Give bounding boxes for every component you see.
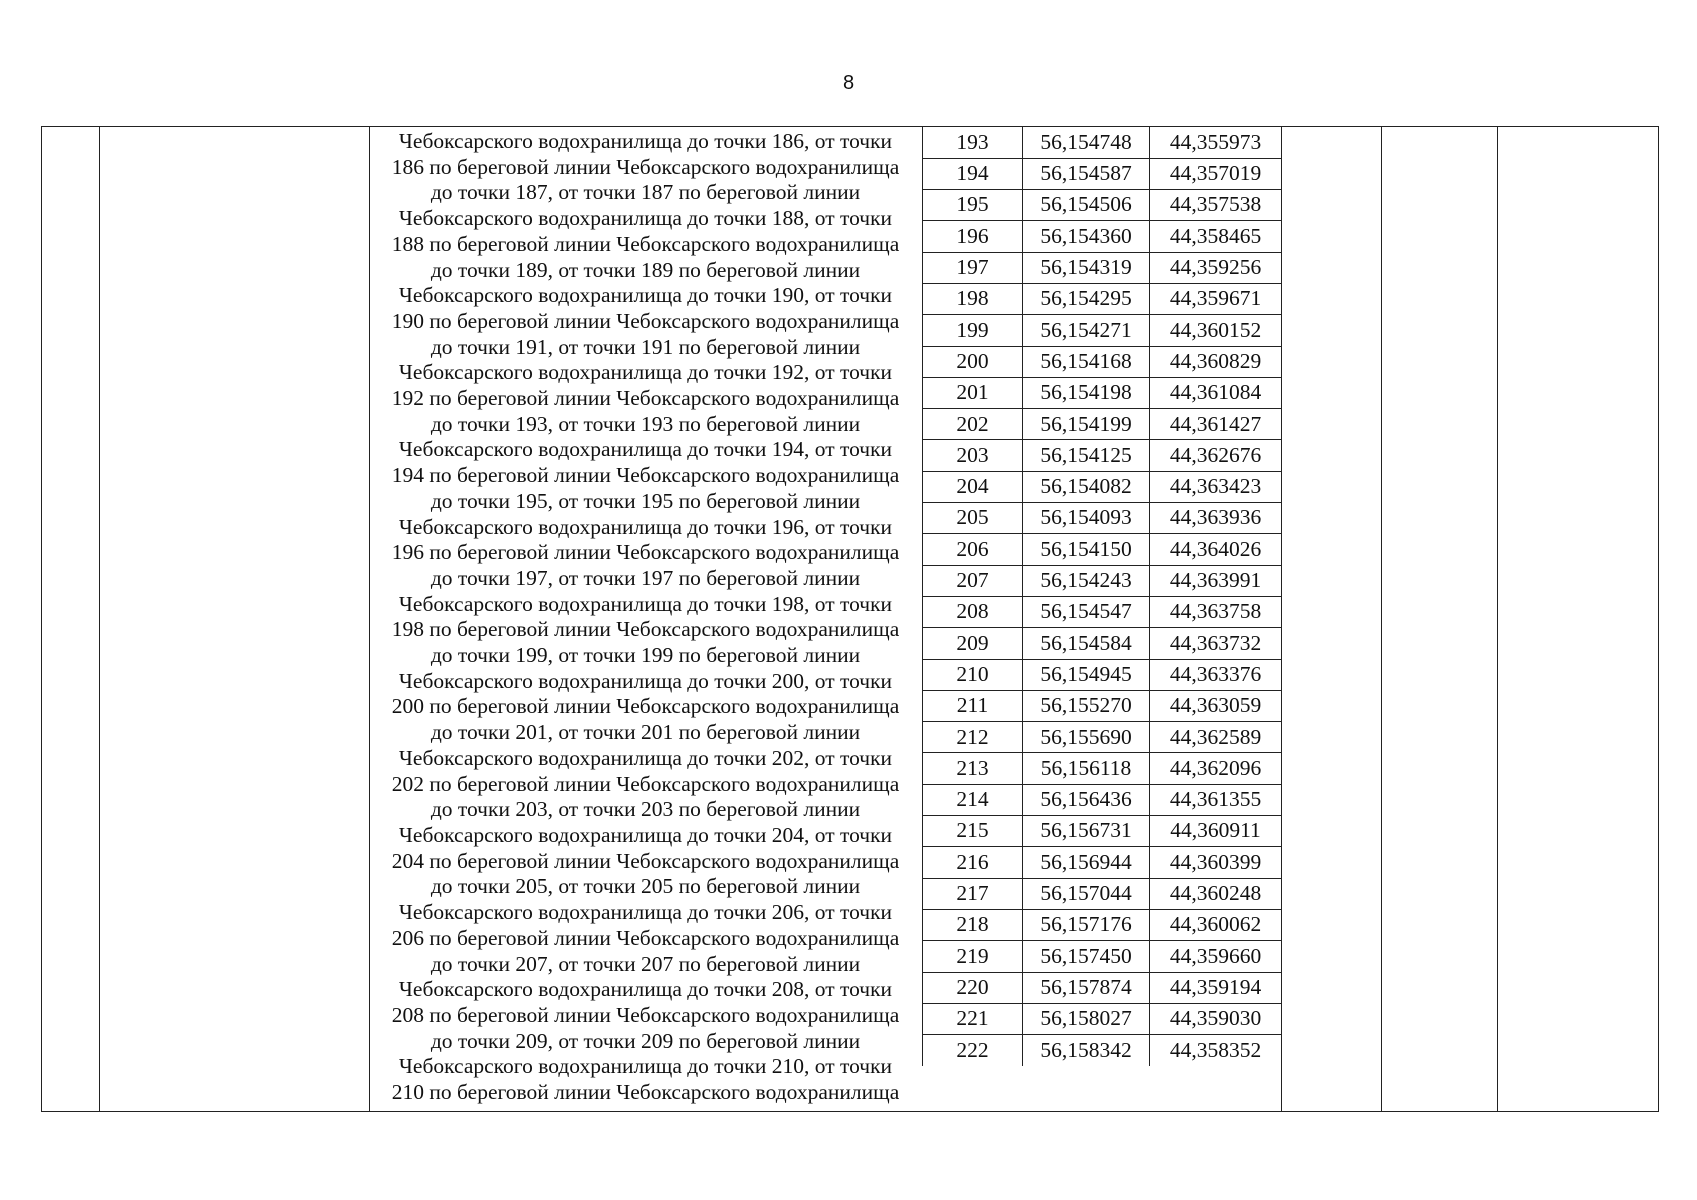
latitude-cell: 56,154584 bbox=[1023, 628, 1150, 659]
table-row bbox=[923, 659, 1282, 690]
point-number-cell: 212 bbox=[923, 722, 1023, 753]
longitude-cell: 44,362676 bbox=[1150, 440, 1282, 471]
latitude-cell: 56,158027 bbox=[1023, 1003, 1150, 1034]
table-row bbox=[923, 283, 1282, 314]
longitude-cell: 44,359194 bbox=[1150, 972, 1282, 1003]
table-row bbox=[923, 221, 1282, 252]
latitude-cell: 56,158342 bbox=[1023, 1035, 1150, 1066]
table-row bbox=[923, 409, 1282, 440]
point-number-cell: 217 bbox=[923, 878, 1023, 909]
table-row bbox=[923, 503, 1282, 534]
longitude-cell: 44,362096 bbox=[1150, 753, 1282, 784]
table-row bbox=[923, 941, 1282, 972]
description-line: 192 по береговой линии Чебоксарского водохранилища bbox=[391, 386, 900, 411]
table-row bbox=[923, 972, 1282, 1003]
description-line: Чебоксарского водохранилища до точки 206, от точки bbox=[398, 900, 893, 925]
latitude-cell: 56,154082 bbox=[1023, 471, 1150, 502]
longitude-cell: 44,358465 bbox=[1150, 221, 1282, 252]
latitude-cell: 56,154125 bbox=[1023, 440, 1150, 471]
description-line: до точки 193, от точки 193 по береговой линии bbox=[430, 411, 861, 436]
latitude-cell: 56,155690 bbox=[1023, 722, 1150, 753]
description-line: 190 по береговой линии Чебоксарского водохранилища bbox=[391, 308, 900, 333]
point-number-cell: 204 bbox=[923, 471, 1023, 502]
table-row bbox=[923, 878, 1282, 909]
coordinates-table bbox=[922, 127, 1282, 1066]
point-number-cell: 200 bbox=[923, 346, 1023, 377]
latitude-cell: 56,154168 bbox=[1023, 346, 1150, 377]
table-row bbox=[923, 690, 1282, 721]
page-number: 8 bbox=[842, 72, 855, 94]
description-line: Чебоксарского водохранилища до точки 186, от точки bbox=[398, 129, 893, 153]
description-line: до точки 191, от точки 191 по береговой линии bbox=[430, 334, 861, 359]
description-line: 196 по береговой линии Чебоксарского водохранилища bbox=[391, 540, 900, 565]
description-line: до точки 195, от точки 195 по береговой линии bbox=[430, 488, 861, 513]
latitude-cell: 56,154319 bbox=[1023, 252, 1150, 283]
latitude-cell: 56,155270 bbox=[1023, 690, 1150, 721]
latitude-cell: 56,154243 bbox=[1023, 565, 1150, 596]
longitude-cell: 44,357538 bbox=[1150, 190, 1282, 221]
table-row bbox=[923, 565, 1282, 596]
point-number-cell: 206 bbox=[923, 534, 1023, 565]
table-row bbox=[923, 158, 1282, 189]
longitude-cell: 44,359256 bbox=[1150, 252, 1282, 283]
point-number-cell: 220 bbox=[923, 972, 1023, 1003]
longitude-cell: 44,363376 bbox=[1150, 659, 1282, 690]
point-number-cell: 198 bbox=[923, 283, 1023, 314]
latitude-cell: 56,156118 bbox=[1023, 753, 1150, 784]
table-row bbox=[923, 596, 1282, 627]
longitude-cell: 44,364026 bbox=[1150, 534, 1282, 565]
table-row bbox=[923, 1003, 1282, 1034]
description-line: до точки 205, от точки 205 по береговой линии bbox=[430, 874, 861, 899]
point-number-cell: 218 bbox=[923, 909, 1023, 940]
point-number-cell: 211 bbox=[923, 690, 1023, 721]
table-row bbox=[923, 190, 1282, 221]
description-line: до точки 201, от точки 201 по береговой линии bbox=[430, 720, 861, 745]
table-row bbox=[923, 252, 1282, 283]
description-line: до точки 203, от точки 203 по береговой линии bbox=[430, 797, 861, 822]
boundary-description bbox=[369, 129, 922, 1106]
latitude-cell: 56,156436 bbox=[1023, 784, 1150, 815]
longitude-cell: 44,358352 bbox=[1150, 1035, 1282, 1066]
point-number-cell: 201 bbox=[923, 377, 1023, 408]
point-number-cell: 205 bbox=[923, 503, 1023, 534]
table-row bbox=[923, 909, 1282, 940]
latitude-cell: 56,154271 bbox=[1023, 315, 1150, 346]
point-number-cell: 203 bbox=[923, 440, 1023, 471]
table-row bbox=[923, 377, 1282, 408]
table-row bbox=[923, 471, 1282, 502]
point-number-cell: 202 bbox=[923, 409, 1023, 440]
latitude-cell: 56,157044 bbox=[1023, 878, 1150, 909]
latitude-cell: 56,156731 bbox=[1023, 816, 1150, 847]
description-line: до точки 189, от точки 189 по береговой линии bbox=[430, 257, 861, 282]
point-number-cell: 209 bbox=[923, 628, 1023, 659]
description-line: Чебоксарского водохранилища до точки 208, от точки bbox=[398, 977, 893, 1002]
latitude-cell: 56,157450 bbox=[1023, 941, 1150, 972]
latitude-cell: 56,157874 bbox=[1023, 972, 1150, 1003]
longitude-cell: 44,363758 bbox=[1150, 596, 1282, 627]
description-line: 202 по береговой линии Чебоксарского водохранилища bbox=[391, 771, 900, 796]
table-row bbox=[923, 346, 1282, 377]
boundary-table bbox=[41, 126, 1659, 1112]
table-row bbox=[923, 534, 1282, 565]
latitude-cell: 56,154360 bbox=[1023, 221, 1150, 252]
table-row bbox=[923, 816, 1282, 847]
longitude-cell: 44,360248 bbox=[1150, 878, 1282, 909]
longitude-cell: 44,361427 bbox=[1150, 409, 1282, 440]
longitude-cell: 44,360152 bbox=[1150, 315, 1282, 346]
point-number-cell: 199 bbox=[923, 315, 1023, 346]
table-row bbox=[923, 753, 1282, 784]
longitude-cell: 44,360829 bbox=[1150, 346, 1282, 377]
description-line: Чебоксарского водохранилища до точки 210, от точки bbox=[398, 1054, 893, 1079]
description-line: Чебоксарского водохранилища до точки 190, от точки bbox=[398, 283, 893, 308]
description-line: 208 по береговой линии Чебоксарского водохранилища bbox=[391, 1002, 900, 1027]
table-row bbox=[923, 127, 1282, 158]
table-row bbox=[923, 784, 1282, 815]
point-number-cell: 214 bbox=[923, 784, 1023, 815]
latitude-cell: 56,154547 bbox=[1023, 596, 1150, 627]
point-number-cell: 193 bbox=[923, 127, 1023, 158]
point-number-cell: 222 bbox=[923, 1035, 1023, 1066]
point-number-cell: 194 bbox=[923, 158, 1023, 189]
description-line: до точки 187, от точки 187 по береговой линии bbox=[430, 180, 861, 205]
description-line: Чебоксарского водохранилища до точки 188, от точки bbox=[398, 206, 893, 231]
description-line: 206 по береговой линии Чебоксарского водохранилища bbox=[391, 925, 900, 950]
longitude-cell: 44,360399 bbox=[1150, 847, 1282, 878]
description-line: Чебоксарского водохранилища до точки 200, от точки bbox=[398, 668, 893, 693]
column-divider bbox=[1497, 127, 1498, 1111]
table-row bbox=[923, 315, 1282, 346]
point-number-cell: 213 bbox=[923, 753, 1023, 784]
latitude-cell: 56,156944 bbox=[1023, 847, 1150, 878]
longitude-cell: 44,355973 bbox=[1150, 127, 1282, 158]
description-line: Чебоксарского водохранилища до точки 202, от точки bbox=[398, 745, 893, 770]
longitude-cell: 44,363991 bbox=[1150, 565, 1282, 596]
latitude-cell: 56,154295 bbox=[1023, 283, 1150, 314]
description-line: 194 по береговой линии Чебоксарского водохранилища bbox=[391, 463, 900, 488]
latitude-cell: 56,154506 bbox=[1023, 190, 1150, 221]
table-row bbox=[923, 1035, 1282, 1066]
longitude-cell: 44,357019 bbox=[1150, 158, 1282, 189]
table-row bbox=[923, 628, 1282, 659]
point-number-cell: 219 bbox=[923, 941, 1023, 972]
description-line: до точки 199, от точки 199 по береговой линии bbox=[430, 643, 861, 668]
column-divider bbox=[99, 127, 100, 1111]
point-number-cell: 196 bbox=[923, 221, 1023, 252]
longitude-cell: 44,360062 bbox=[1150, 909, 1282, 940]
description-line: Чебоксарского водохранилища до точки 198, от точки bbox=[398, 591, 893, 616]
latitude-cell: 56,154945 bbox=[1023, 659, 1150, 690]
longitude-cell: 44,361355 bbox=[1150, 784, 1282, 815]
description-line: до точки 209, от точки 209 по береговой линии bbox=[430, 1028, 861, 1053]
point-number-cell: 221 bbox=[923, 1003, 1023, 1034]
latitude-cell: 56,157176 bbox=[1023, 909, 1150, 940]
table-row bbox=[923, 722, 1282, 753]
description-line: Чебоксарского водохранилища до точки 204, от точки bbox=[398, 822, 893, 847]
table-row bbox=[923, 847, 1282, 878]
latitude-cell: 56,154748 bbox=[1023, 127, 1150, 158]
description-line: 204 по береговой линии Чебоксарского водохранилища bbox=[391, 848, 900, 873]
longitude-cell: 44,359671 bbox=[1150, 283, 1282, 314]
latitude-cell: 56,154198 bbox=[1023, 377, 1150, 408]
description-line: 188 по береговой линии Чебоксарского водохранилища bbox=[391, 231, 900, 256]
latitude-cell: 56,154587 bbox=[1023, 158, 1150, 189]
description-line: 186 по береговой линии Чебоксарского водохранилища bbox=[391, 154, 900, 179]
description-line: Чебоксарского водохранилища до точки 196, от точки bbox=[398, 514, 893, 539]
longitude-cell: 44,359660 bbox=[1150, 941, 1282, 972]
description-line: до точки 197, от точки 197 по береговой линии bbox=[430, 565, 861, 590]
longitude-cell: 44,363732 bbox=[1150, 628, 1282, 659]
longitude-cell: 44,360911 bbox=[1150, 816, 1282, 847]
description-line: 210 по береговой линии Чебоксарского водохранилища bbox=[391, 1080, 900, 1105]
latitude-cell: 56,154150 bbox=[1023, 534, 1150, 565]
latitude-cell: 56,154093 bbox=[1023, 503, 1150, 534]
point-number-cell: 210 bbox=[923, 659, 1023, 690]
point-number-cell: 208 bbox=[923, 596, 1023, 627]
point-number-cell: 216 bbox=[923, 847, 1023, 878]
longitude-cell: 44,359030 bbox=[1150, 1003, 1282, 1034]
description-line: Чебоксарского водохранилища до точки 194, от точки bbox=[398, 437, 893, 462]
point-number-cell: 215 bbox=[923, 816, 1023, 847]
column-divider bbox=[1381, 127, 1382, 1111]
point-number-cell: 195 bbox=[923, 190, 1023, 221]
longitude-cell: 44,362589 bbox=[1150, 722, 1282, 753]
latitude-cell: 56,154199 bbox=[1023, 409, 1150, 440]
longitude-cell: 44,363423 bbox=[1150, 471, 1282, 502]
longitude-cell: 44,363059 bbox=[1150, 690, 1282, 721]
description-line: 200 по береговой линии Чебоксарского водохранилища bbox=[391, 694, 900, 719]
point-number-cell: 207 bbox=[923, 565, 1023, 596]
description-line: 198 по береговой линии Чебоксарского водохранилища bbox=[391, 617, 900, 642]
longitude-cell: 44,361084 bbox=[1150, 377, 1282, 408]
longitude-cell: 44,363936 bbox=[1150, 503, 1282, 534]
description-line: до точки 207, от точки 207 по береговой линии bbox=[430, 951, 861, 976]
table-row bbox=[923, 440, 1282, 471]
description-line: Чебоксарского водохранилища до точки 192, от точки bbox=[398, 360, 893, 385]
point-number-cell: 197 bbox=[923, 252, 1023, 283]
